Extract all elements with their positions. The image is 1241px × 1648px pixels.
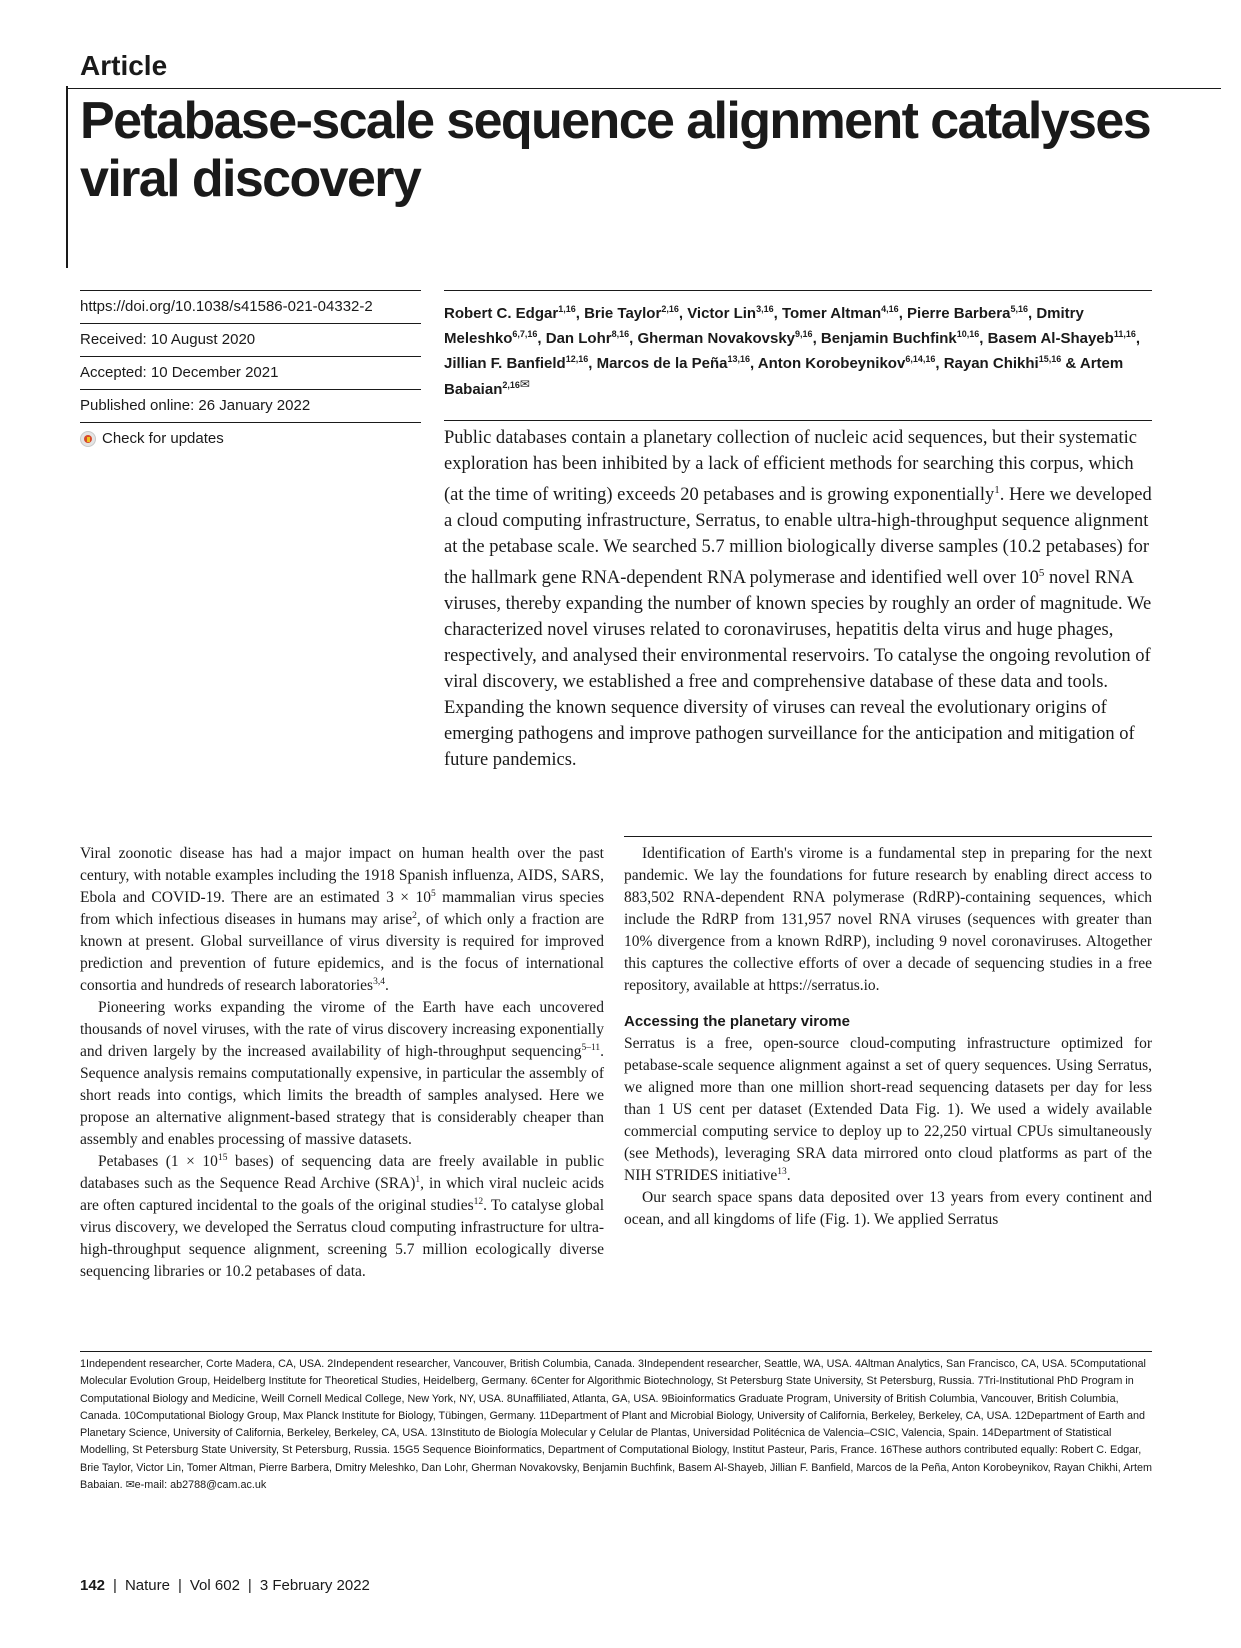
author-name: Dmitry Meleshko — [444, 305, 1084, 347]
volume: Vol 602 — [189, 1577, 240, 1594]
crossmark-icon — [80, 431, 96, 447]
doi-link[interactable]: https://doi.org/10.1038/s41586-021-04332-2 — [80, 290, 421, 324]
reference-mark[interactable]: 3,4 — [373, 976, 385, 987]
page-footer: 142 | Nature | Vol 602 | 3 February 2022 — [80, 1577, 370, 1594]
author-affiliation-mark: 5,16 — [1010, 304, 1028, 314]
author-name: Basem Al-Shayeb — [987, 330, 1114, 347]
author-affiliation-mark: 11,16 — [1113, 329, 1136, 339]
author-affiliation-mark: 13,16 — [727, 354, 751, 364]
author-name: Marcos de la Peña — [596, 355, 728, 372]
header-rule — [66, 88, 1221, 89]
author-name: Tomer Altman — [781, 305, 882, 322]
abstract: Public databases contain a planetary collection of nucleic acid sequences, but their systematic exploration has been inhibited by a lack of efficient methods for searching this corpus, which (at the time of writing) exceeds 20 petabases and is growing exponentially$^1$. Here we developed a cloud computing infrastructure, Serratus, to enable ultra-high-throughput sequence alignment at the petabase scale. We searched 5.7 million biologically diverse samples (10.2 petabases) for the hallmark gene RNA-dependent RNA polymerase and identified well over $10^5$ novel RNA viruses, thereby expanding the number of known species by roughly an order of magnitude. We characterized novel viruses related to coronaviruses, hepatitis delta virus and huge phages, respectively, and analysed their environmental reservoirs. To catalyse the ongoing revolution of viral discovery, we established a free and comprehensive database of these data and tools. Expanding the known sequence diversity of viruses can reveal the evolutionary origins of emerging pathogens and improve pathogen surveillance for the anticipation and mitigation of future pandemics. — [444, 428, 1152, 771]
author-affiliation-mark: 2,16 — [502, 380, 520, 390]
author-affiliation-mark: 2,16 — [661, 304, 679, 314]
author-affiliation-mark: 9,16 — [795, 329, 813, 339]
paragraph: Viral zoonotic disease has had a major impact on human health over the past century, with notable examples including the 1918 Spanish influenza, AIDS, SARS, Ebola and COVID-19. There are an estimated $3 \times 10^5$ mammalian virus species from which infectious diseases in humans may arise$^2$, of which only a fraction are known at present. Global surveillance of virus diversity is required for improved prediction and prevention of future epidemics, and is the focus of international consortia and hundreds of research laboratories$^{3,4}$. — [80, 845, 604, 994]
reference-mark[interactable]: 1 — [415, 1174, 421, 1185]
author-list-block — [444, 290, 1152, 400]
author-affiliation-mark: 15,16 — [1038, 354, 1062, 364]
issue-date: 3 February 2022 — [259, 1577, 370, 1594]
author-affiliation-mark: 6,7,16 — [512, 329, 538, 339]
envelope-icon[interactable]: ✉ — [519, 377, 530, 391]
author-name: Robert C. Edgar — [444, 305, 559, 322]
author-affiliation-mark: 8,16 — [611, 329, 630, 339]
author-name: Benjamin Buchfink — [820, 330, 957, 347]
body-rule — [624, 836, 1152, 837]
received-date: Received: 10 August 2020 — [80, 324, 421, 357]
article-metadata — [80, 290, 421, 455]
author-list: Robert C. Edgar$^{1,16}$, Brie Taylor$^{2,16}$, Victor Lin$^{3,16}$, Tomer Altman$^{4,16}$, Pierre Barbera$^{5,16}$, Dmitry Meleshko$^{6,7,16}$, Dan Lohr$^{8,16}$, Gherman Novakovsky$^{9,16}$, Benjamin Buchfink$^{10,16}$, Basem Al-Shayeb$^{11,16}$, Jillian F. Banfield$^{12,16}$, Marcos de la Peña$^{13,16}$, Anton Korobeynikov$^{6,14,16}$, Rayan Chikhi$^{15,16}$ & Artem Babaian$^{2,16✉}$ — [444, 304, 1141, 398]
body-column-right — [624, 843, 1152, 1231]
reference-mark[interactable]: 12 — [473, 1196, 484, 1207]
check-for-updates-label: Check for updates — [102, 430, 224, 447]
author-name: Rayan Chikhi — [943, 355, 1039, 372]
author-affiliation-mark: 12,16 — [565, 354, 589, 364]
author-affiliation-mark: 3,16 — [756, 304, 774, 314]
author-name: Brie Taylor — [584, 305, 662, 322]
abstract-rule — [444, 420, 1152, 421]
paragraph: Petabases ($1 \times 10^{15}$ bases) of sequencing data are freely available in public databases such as the Sequence Read Archive (SRA)$^1$, in which viral nucleic acids are often captured incidental to the goals of the original studies$^{12}$. To catalyse global virus discovery, we developed the Serratus cloud computing infrastructure for ultra-high-throughput sequence alignment, screening 5.7 million ecologically diverse sequencing libraries or 10.2 petabases of data. — [80, 1152, 604, 1280]
author-name: Victor Lin — [687, 305, 757, 322]
reference-mark[interactable]: 5–11 — [581, 1042, 601, 1053]
author-name: Gherman Novakovsky — [637, 330, 796, 347]
article-type-label: Article — [80, 50, 168, 81]
exponent: 5 — [1038, 567, 1045, 580]
article-title: Petabase-scale sequence alignment catalyses viral discovery — [80, 92, 1151, 208]
author-name: Pierre Barbera — [907, 305, 1011, 322]
left-vertical-rule — [66, 86, 68, 268]
author-affiliation-mark: 1,16 — [558, 304, 576, 314]
author-name: Jillian F. Banfield — [444, 355, 566, 372]
journal-name: Nature — [124, 1577, 170, 1594]
paragraph: Our search space spans data deposited over 13 years from every continent and ocean, and all kingdoms of life (Fig. 1). We applied Serratus — [624, 1189, 1152, 1228]
published-date: Published online: 26 January 2022 — [80, 390, 421, 423]
author-name: Artem Babaian — [444, 355, 1124, 398]
reference-mark[interactable]: 13 — [777, 1166, 787, 1177]
author-name: Anton Korobeynikov — [757, 355, 906, 372]
author-affiliation-mark: 4,16 — [881, 304, 899, 314]
footnote-rule — [80, 1351, 1152, 1352]
reference-mark[interactable]: 2 — [412, 910, 417, 921]
reference-mark[interactable]: 1 — [994, 484, 1000, 496]
accepted-date: Accepted: 10 December 2021 — [80, 357, 421, 390]
paragraph: Identification of Earth's virome is a fundamental step in preparing for the next pandemic. We lay the foundations for future research by enabling direct access to 883,502 RNA-dependent RNA polymerase (RdRP)-containing sequences, which include the RdRP from 131,957 novel RNA viruses (sequences with greater than 10% divergence from a known RdRP), including 9 novel coronaviruses. Altogether this captures the collective efforts of over a decade of sequencing studies in a free repository, available at https://serratus.io. — [624, 845, 1152, 994]
paragraph: Serratus is a free, open-source cloud-computing infrastructure optimized for petabase-scale sequence alignment against a set of query sequences. Using Serratus, we aligned more than one million short-read sequencing datasets per day for less than 1 US cent per dataset (Extended Data Fig. 1). We used a widely available commercial computing service to deploy up to 22,250 virtual CPUs simultaneously (see Methods), leveraging SRA data mirrored onto cloud platforms as part of the NIH STRIDES initiative$^{13}$. — [624, 1035, 1152, 1184]
check-for-updates-link[interactable] — [80, 423, 421, 455]
section-heading: Accessing the planetary virome — [624, 1013, 850, 1030]
affiliations-footnote: 1Independent researcher, Corte Madera, CA, USA. 2Independent researcher, Vancouver, British Columbia, Canada. 3Independent researcher, Seattle, WA, USA. 4Altman Analytics, San Francisco, CA, USA. 5Computational Molecular Evolution Group, Heidelberg Institute for Theoretical Studies, Heidelberg, Germany. 6Center for Algorithmic Biotechnology, St Petersburg State University, St Petersburg, Russia. 7Tri-Institutional PhD Program in Computational Biology and Medicine, Weill Cornell Medical College, New York, NY, USA. 8Unaffiliated, Atlanta, GA, USA. 9Bioinformatics Graduate Program, University of British Columbia, Vancouver, British Columbia, Canada. 10Computational Biology Group, Max Planck Institute for Biology, Tübingen, Germany. 11Department of Plant and Microbial Biology, University of California, Berkeley, Berkeley, CA, USA. 12Department of Earth and Planetary Science, University of California, Berkeley, Berkeley, CA, USA. 13Instituto de Biología Molecular y Celular de Plantas, Universidad Politécnica de Valencia–CSIC, Valencia, Spain. 14Department of Statistical Modelling, St Petersburg State University, St Petersburg, Russia. 15G5 Sequence Bioinformatics, Department of Computational Biology, Institut Pasteur, Paris, France. 16These authors contributed equally: Robert C. Edgar, Brie Taylor, Victor Lin, Tomer Altman, Pierre Barbera, Dmitry Meleshko, Dan Lohr, Gherman Novakovsky, Benjamin Buchfink, Basem Al-Shayeb, Jillian F. Banfield, Marcos de la Peña, Anton Korobeynikov, Rayan Chikhi, Artem Babaian. ✉e-mail: ab2788@cam.ac.uk — [80, 1358, 1152, 1492]
author-name: Dan Lohr — [545, 330, 612, 347]
author-affiliation-mark: 10,16 — [956, 329, 980, 339]
author-affiliation-mark: 6,14,16 — [905, 354, 936, 364]
exponent: 15 — [217, 1152, 228, 1163]
paragraph: Pioneering works expanding the virome of the Earth have each uncovered thousands of novel viruses, with the rate of virus discovery increasing exponentially and driven largely by the increased availability of high-throughput sequencing$^{5-11}$. Sequence analysis remains computationally expensive, in particular the assembly of short reads into contigs, which limits the breadth of samples analysed. Here we propose an alternative alignment-based strategy that is considerably cheaper than assembly and enables processing of massive datasets. — [80, 999, 604, 1148]
body-column-left — [80, 843, 604, 1283]
exponent: 5 — [430, 888, 436, 899]
page-number: 142 — [80, 1577, 106, 1594]
